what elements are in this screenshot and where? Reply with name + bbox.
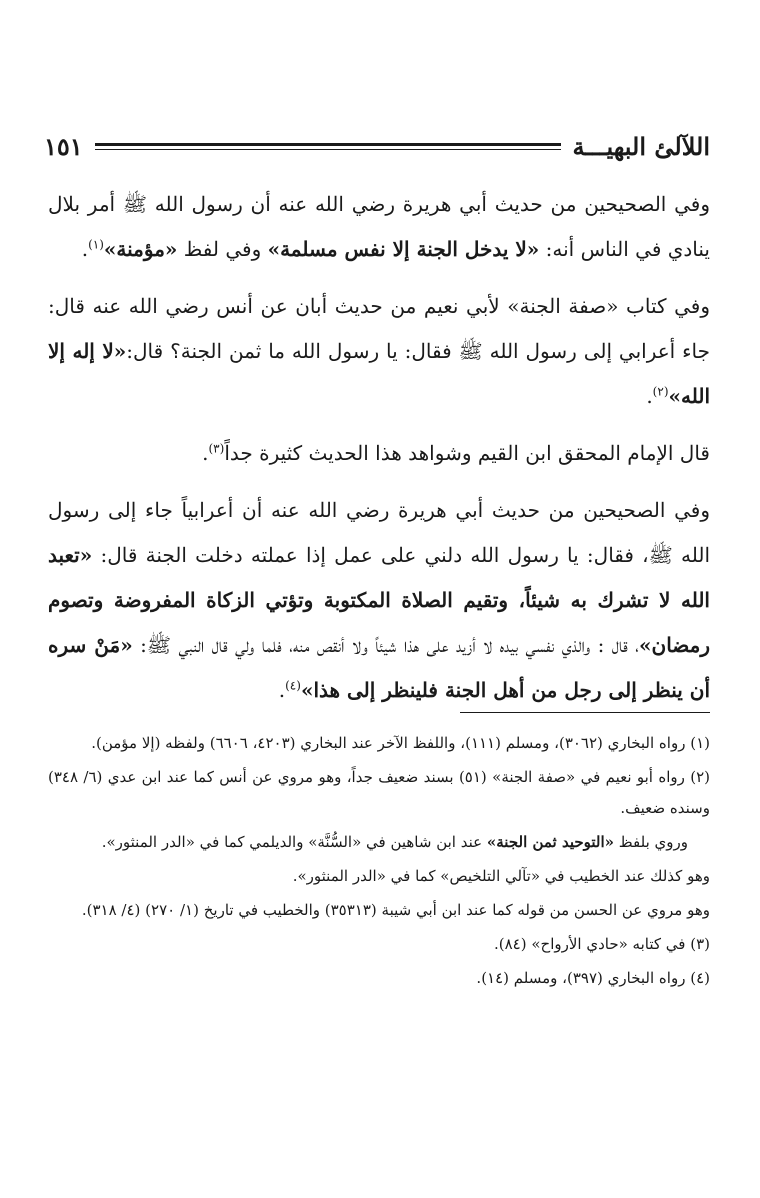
paragraph-text: وفي لفظ (177, 237, 268, 261)
paragraph-4 (48, 488, 710, 713)
footnote-4: (٤) رواه البخاري (٣٩٧)، ومسلم (١٤). (476, 969, 710, 987)
hadith-quote: «تعبد الله لا تشرك به شيئاً، وتقيم الصلاة المكتوبة وتؤتي الزكاة المفروضة وتصوم رمضان» (48, 543, 710, 657)
header-rule (95, 143, 561, 150)
punctuation: . (202, 441, 209, 465)
page-header (44, 128, 710, 164)
footnote-2-continuation: وهو كذلك عند الخطيب في «تآلي التلخيص» كما في «الدر المنثور». (292, 867, 710, 885)
footnote-quote: «التوحيد ثمن الجنة» (486, 833, 615, 851)
footnote-ref[interactable]: (١) (88, 237, 104, 252)
footnote-text: عند ابن شاهين في «السُّنَّة» والديلمي كما في «الدر المنثور». (101, 833, 487, 851)
paragraph-1 (48, 182, 710, 272)
footnotes (48, 728, 710, 997)
paragraph-text: قال الإمام المحقق ابن القيم وشواهد هذا الحديث كثيرة جداً (224, 441, 710, 465)
hadith-quote: «لا إله إلا الله» (48, 339, 710, 408)
hadith-quote: «لا يدخل الجنة إلا نفس مسلمة» (267, 237, 540, 261)
footnote-ref[interactable]: (٤) (285, 678, 301, 693)
paragraph-text: وفي الصحيحين من حديث أبي هريرة رضي الله عنه أن رسول الله ﷺ أمر بلال ينادي في الناس أنه: (48, 192, 710, 261)
footnote-separator (460, 712, 710, 713)
punctuation: . (646, 384, 653, 408)
punctuation: . (278, 678, 286, 702)
paragraph-text: وفي الصحيحين من حديث أبي هريرة رضي الله عنه أن أعرابياً جاء إلى رسول الله ﷺ، فقال: يا رسول الله دلني على عمل إذا عملته دخلت الجنة قال: (48, 498, 710, 567)
paragraph-3 (48, 431, 710, 476)
page-number: ١٥١ (44, 131, 83, 161)
footnote-3: (٣) في كتابه «حادي الأرواح» (٨٤). (493, 935, 710, 953)
punctuation: . (81, 237, 89, 261)
running-title: اللآلئ البهيـــة (572, 131, 710, 161)
paragraph-text: ، قال : والذي نفسي بيده لا أزيد على هذا شيئاً ولا أنقص منه، فلما ولي قال النبي ﷺ: (132, 633, 639, 657)
hadith-quote: «مَنْ سره أن ينظر إلى رجل من أهل الجنة فلينظر إلى هذا» (48, 633, 710, 702)
footnote-2: (٢) رواه أبو نعيم في «صفة الجنة» (٥١) بسند ضعيف جداً، وهو مروي عن أنس كما عند ابن عدي (٦/ ٣٤٨) وسنده ضعيف. (48, 768, 710, 817)
footnote-2-continuation: وهو مروي عن الحسن من قوله كما عند ابن أبي شيبة (٣٥٣١٣) والخطيب في تاريخ (١/ ٢٧٠) (٤/ ٣١٨). (81, 901, 710, 919)
footnote-ref[interactable]: (٢) (652, 384, 669, 399)
hadith-quote: «مؤمنة» (103, 237, 178, 261)
paragraph-text: وفي كتاب «صفة الجنة» لأبي نعيم من حديث أبان عن أنس رضي الله عنه قال: جاء أعرابي إلى رسول الله ﷺ فقال: يا رسول الله ما ثمن الجنة؟ قال: (48, 294, 711, 363)
footnote-text: وروي بلفظ (614, 833, 688, 851)
footnote-ref[interactable]: (٣) (208, 441, 225, 456)
footnote-2-continuation (48, 827, 710, 858)
paragraph-2 (48, 284, 710, 419)
main-text (48, 182, 710, 725)
footnote-1: (١) رواه البخاري (٣٠٦٢)، ومسلم (١١١)، واللفظ الآخر عند البخاري (٤٢٠٣، ٦٦٠٦) ولفظه (إلا مؤمن). (91, 734, 710, 752)
